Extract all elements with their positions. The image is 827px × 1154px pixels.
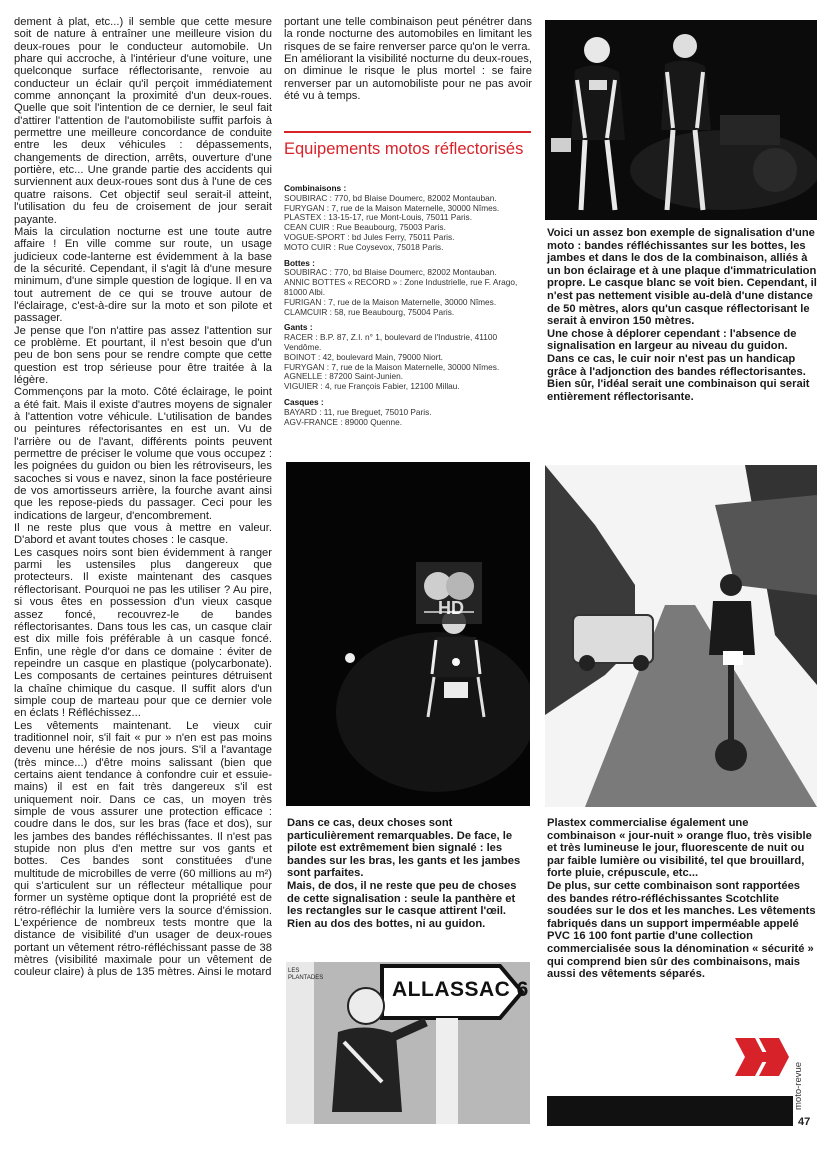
group-heading: Gants : [284,322,313,333]
footer-bar [547,1096,793,1126]
supplier-entry: PLASTEX : 13-15-17, rue Mont-Louis, 75011 Paris. [284,212,473,223]
supplier-group [284,323,532,392]
supplier-entry: VOGUE-SPORT : bd Jules Ferry, 75011 Paris. [284,231,455,242]
photo-day-road [545,465,817,807]
paragraph: dement à plat, etc...) il semble que cette mesure soit de nature à entraîner une meilleure vision du deux-roues pour le conducteur automobile. Un phare qui accroche, à l'intérieur d'une voiture, une quelconque surface réflectorisante, renvoie au conducteur un éclair qu'il perçoit immédiatement comme annonçant la proximité d'un deux-roues. Quelle que soit l'intention de ce dernier, le seul fait d'attirer l'attention de l'automobiliste suffit parfois à permettre une meilleure concordance de conduite entre les deux véhicules : dépassements, changements de direction, arrêts, ouverture d'une portière, etc... Une grande partie des accidents qui surviennent aux deux-roues sont dus à l'une de ces quatre raisons. Cet objectif seul serait-il atteint, l'utilisation du feu de croisement de jour serait payante. [14,16,272,226]
supplier-entry: AGNELLE : 87200 Saint-Junien. [284,371,403,382]
supplier-entry: CEAN CUIR : Rue Beaubourg, 75003 Paris. [284,222,446,233]
magazine-logo-icon [733,1034,793,1080]
supplier-entry: SOUBIRAC : 770, bd Blaise Doumerc, 82002 Montauban. [284,192,497,203]
road-sign-text: ALLASSAC 6 [392,978,529,1001]
supplier-entry: VIGUIER : 4, rue François Fabier, 12100 Millau. [284,381,460,392]
small-sign-text: LES PLANTADES [288,968,324,981]
supplier-entry: FURIGAN : 7, rue de la Maison Maternelle, 30000 Nîmes. [284,296,497,307]
caption-paragraph: Mais, de dos, il ne reste que peu de choses de cette signalisation : seule la panthère et les rectangles sur le casque attirent l'œil. Rien au dos des bottes, ni au guidon. [287,879,517,930]
supplier-entry: AGV-FRANCE : 89000 Quenne. [284,416,403,427]
photo-road-sign [286,962,530,1124]
supplier-entry: BOINOT : 42, boulevard Main, 79000 Niort. [284,351,443,362]
caption-paragraph: Une chose à déplorer cependant : l'absence de signalisation en largeur au niveau du guidon. [547,327,797,353]
supplier-entry: FURYGAN : 7, rue de la Maison Maternelle, 30000 Nîmes. [284,361,500,372]
caption-paragraph: Voici un assez bon exemple de signalisation d'une moto : bandes réfléchissantes sur les bottes, les jambes et dans le dos de la combinaison, alliés à un bon éclairage et à une plaque d'immatriculation propre. Le casque blanc se voit bien. Cependant, il n'est pas nettement visible au-delà d'une distance de 50 mètres, alors qu'un casque réflectorisant le serait à environ 150 mètres. [547,227,817,328]
photo-night-riders [545,20,817,220]
section-divider [284,131,531,133]
paragraph: En améliorant la visibilité nocturne du deux-roues, on diminue le risque le plus mortel : se faire renverser par un automobiliste pour ne pas avoir été vu à temps. [284,53,532,103]
caption-paragraph: Dans ce cas, deux choses sont particulièrement remarquables. De face, le pilote est extrêmement bien signalé : les bandes sur les bras, les gants et les jambes sont parfaites. [287,817,521,880]
supplier-list [284,184,532,433]
supplier-entry: RACER : B.P. 87, Z.I. n° 1, boulevard de l'Industrie, 41100 Vendôme. [284,332,498,352]
watermark-text: HD [438,598,464,618]
watermark-logo [416,562,482,624]
paragraph: Les casques noirs sont bien évidemment à ranger parmi les ustensiles plus dangereux que protecteurs. Il existe maintenant des casques réflectorisant. Pourquoi ne pas les utiliser ? Au pire, si vous êtes en possession d'un vieux casque assez foncé, recouvrez-le de bandes réflectorisantes. Dans tous les cas, un casque clair est dix mille fois préférable à un casque foncé. Enfin, une règle d'or dans ce domaine : éviter de repeindre un casque en plastique (polycarbonate). Les composants de certaines peintures détruisent la chaîne chimique du casque. Il suffit alors d'un simple coup de marteau pour que ce dernier vole en éclats ! Réfléchissez... [14,546,272,720]
supplier-entry: CLAMCUIR : 58, rue Beaubourg, 75004 Paris. [284,306,455,317]
paragraph: Les vêtements maintenant. Le vieux cuir traditionnel noir, s'il fait « pur » n'en est pas moins devenu une hérésie de nos jours. S'il a l'avantage (très mince...) d'être moins salissant (bien que certains aient tendance à confondre cuir et essuie-mains) il est en fait très dangereux s'il est uniquement noir. Dans ce cas, un moyen très simple de vous assurer une protection efficace : coudre dans le dos, sur les bras (face et dos), sur les jambes des bandes réfléchissantes. Il n'est pas stupide non plus d'en mettre sur vos gants et bottes. Ces bandes sont constituées d'une multitude de microbilles de verre (60 millions au m²) qui s'articulent sur un réflecteur métallique pour former un système optique dont la propriété est de rétro-réfléchir la lumière vers la source d'émission. L'expérience de nombreux tests montre que la distance de visibilité d'un usager de deux-roues portant un vêtement rétro-réfléchissant passe de 38 mètres (visibilité maximale pour un vêtement de couleur claire) à plus de 135 mètres. Ainsi le motard [14,719,272,979]
supplier-entry: ANNIC BOTTES « RECORD » : Zone Industrielle, rue F. Arago, 81000 Albi. [284,277,518,297]
group-heading: Bottes : [284,257,315,268]
photo-night-motorcycle [286,462,530,806]
supplier-group [284,259,532,318]
section-title: Equipements motos réflectorisés [284,140,524,158]
magazine-name: moto-revue [793,1061,804,1110]
caption-middle [287,817,532,930]
supplier-group [284,184,532,253]
supplier-entry: MOTO CUIR : Rue Coysevox, 75018 Paris. [284,241,444,252]
paragraph: Je pense que l'on n'attire pas assez l'attention sur ce problème. Et pourtant, il n'est besoin que d'un peu de bon sens pour se rendre compte que cette question est trop sérieuse pour être traitée à la légère. [14,324,272,386]
caption-top-right [547,227,817,403]
supplier-entry: FURYGAN : 7, rue de la Maison Maternelle, 30000 Nîmes. [284,202,500,213]
paragraph: Commençons par la moto. Côté éclairage, le point a été fait. Mais il existe d'autres moyens de signaler à l'attention votre véhicule. L'utilisation de bandes ou peintures réfectorisantes en est un. Vu de l'arrière ou de l'avant, différents points peuvent permettre de préciser le volume que vous occupez : les poignées du guidon ou bien les rétroviseurs, les sacoches si vous e navez, sinon la face postérieure de vos amortisseurs arrière, la fourche avant ainsi que les repose-pieds du passager. Ceci pour les indications de largeur, d'encombrement. [14,386,272,522]
article-column-2 [284,16,532,102]
group-heading: Combinaisons : [284,183,347,193]
group-heading: Casques : [284,396,324,407]
supplier-group [284,398,532,427]
paragraph: Il ne reste plus que vous à mettre en valeur. D'abord et avant toutes choses : le casque. [14,522,272,547]
page-number: 47 [798,1116,811,1128]
paragraph: portant une telle combinaison peut pénétrer dans la ronde nocturne des automobiles en limitant les risques de se faire renverser parce qu'on le verra. [284,16,532,53]
caption-paragraph: De plus, sur cette combinaison sont rapportées des bandes rétro-réfléchissantes Scotchlite soudées sur le dos et les manches. Les vêtements fabriqués dans un support imperméable appelé PVC 16 100 font partie d'une collection commercialisée sous la dénomination « sécurité » qui comprend bien sûr des combinaisons, mais aussi des vêtements séparés. [547,879,816,981]
supplier-entry: SOUBIRAC : 770, bd Blaise Doumerc, 82002 Montauban. [284,267,497,278]
paragraph: Mais la circulation nocturne est une toute autre affaire ! En ville comme sur route, un usage judicieux code-lanterne est évidemment à la base de la sécurité. Cependant, il s'agit là d'une mesure minimum, d'une simple question de logique. Il en va tout autrement de ce qui se trouve autour de l'éclairage, c'est-à-dire sur la moto et son pilote et passager. [14,225,272,325]
caption-paragraph: Dans ce cas, le cuir noir n'est pas un handicap grâce à l'adjonction des bandes réflectorisantes. Bien sûr, l'idéal serait une combinaison qui serait entièrement réflectorisante. [547,352,810,403]
caption-right-middle [547,817,817,981]
supplier-entry: BAYARD : 11, rue Breguet, 75010 Paris. [284,406,432,417]
caption-paragraph: Plastex commercialise également une combinaison « jour-nuit » orange fluo, très visible et très lumineuse le jour, fluorescente de nuit ou par faible lumière ou visibilité, tel que brouillard, forte pluie, crépuscule, etc... [547,817,812,880]
article-column-1 [14,16,272,979]
